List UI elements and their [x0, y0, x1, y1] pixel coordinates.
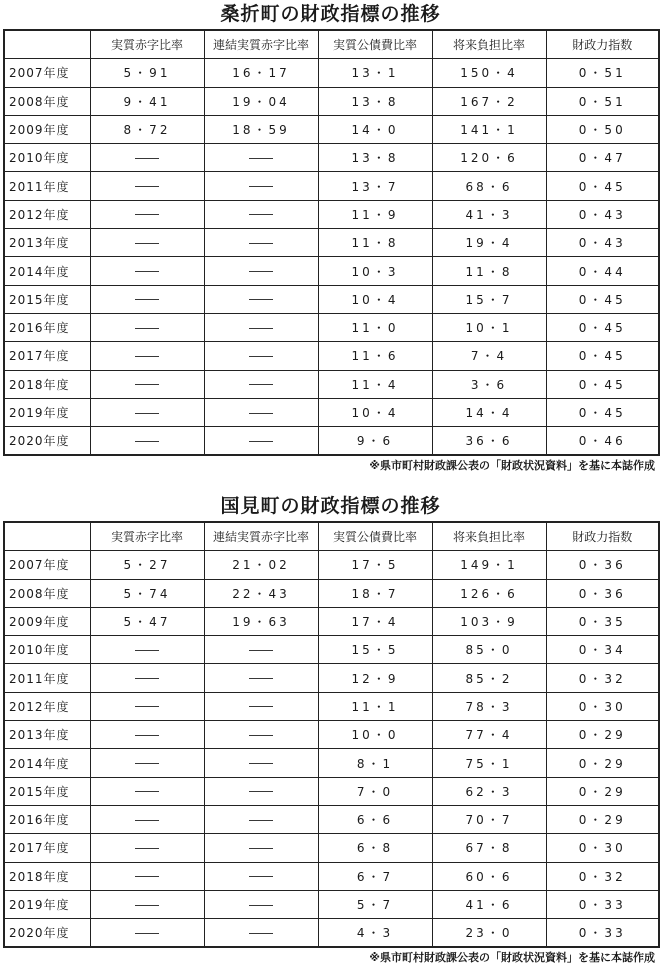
no-value-cell: ―― [204, 890, 318, 918]
year-cell: 2017年度 [4, 342, 90, 370]
header-blank [4, 522, 90, 551]
table-row [4, 172, 659, 200]
value-cell: 0・43 [546, 229, 659, 257]
value-cell: 0・44 [546, 257, 659, 285]
kunimi-section [0, 492, 661, 968]
year-cell: 2015年度 [4, 285, 90, 313]
value-cell: 0・45 [546, 342, 659, 370]
value-cell: 11・0 [318, 313, 432, 341]
value-cell: 19・04 [204, 87, 318, 115]
value-cell: 0・47 [546, 144, 659, 172]
year-cell: 2008年度 [4, 87, 90, 115]
table-row [4, 87, 659, 115]
no-value-cell: ―― [90, 370, 204, 398]
value-cell: 0・29 [546, 721, 659, 749]
value-cell: 10・3 [318, 257, 432, 285]
table-row [4, 398, 659, 426]
no-value-cell: ―― [90, 692, 204, 720]
table-title: 桑折町の財政指標の推移 [220, 3, 441, 25]
value-cell: 3・6 [432, 370, 546, 398]
value-cell: 0・36 [546, 579, 659, 607]
value-cell: 17・5 [318, 551, 432, 579]
value-cell: 0・35 [546, 607, 659, 635]
year-cell: 2011年度 [4, 172, 90, 200]
year-cell: 2016年度 [4, 805, 90, 833]
value-cell: 0・32 [546, 862, 659, 890]
no-value-cell: ―― [204, 342, 318, 370]
value-cell: 13・8 [318, 87, 432, 115]
value-cell: 0・30 [546, 692, 659, 720]
value-cell: 0・45 [546, 285, 659, 313]
no-value-cell: ―― [90, 777, 204, 805]
no-value-cell: ―― [90, 342, 204, 370]
year-cell: 2010年度 [4, 636, 90, 664]
value-cell: 23・0 [432, 919, 546, 948]
no-value-cell: ―― [90, 749, 204, 777]
no-value-cell: ―― [90, 200, 204, 228]
table-row [4, 285, 659, 313]
year-cell: 2016年度 [4, 313, 90, 341]
year-cell: 2019年度 [4, 398, 90, 426]
column-header: 連結実質赤字比率 [204, 30, 318, 59]
no-value-cell: ―― [90, 890, 204, 918]
value-cell: 19・63 [204, 607, 318, 635]
header-row [4, 30, 659, 59]
year-cell: 2012年度 [4, 692, 90, 720]
year-cell: 2010年度 [4, 144, 90, 172]
value-cell: 6・6 [318, 805, 432, 833]
value-cell: 0・45 [546, 398, 659, 426]
value-cell: 5・27 [90, 551, 204, 579]
no-value-cell: ―― [204, 398, 318, 426]
table-row [4, 313, 659, 341]
value-cell: 0・33 [546, 919, 659, 948]
value-cell: 8・72 [90, 115, 204, 143]
no-value-cell: ―― [90, 398, 204, 426]
no-value-cell: ―― [204, 805, 318, 833]
column-header: 連結実質赤字比率 [204, 522, 318, 551]
table-row [4, 607, 659, 635]
source-note: ※県市町村財政課公表の「財政状況資料」を基に本誌作成 [369, 951, 655, 965]
value-cell: 5・74 [90, 579, 204, 607]
value-cell: 14・4 [432, 398, 546, 426]
year-cell: 2008年度 [4, 579, 90, 607]
value-cell: 21・02 [204, 551, 318, 579]
value-cell: 11・4 [318, 370, 432, 398]
table-row [4, 200, 659, 228]
no-value-cell: ―― [204, 144, 318, 172]
table-row [4, 257, 659, 285]
value-cell: 150・4 [432, 59, 546, 87]
no-value-cell: ―― [90, 919, 204, 948]
value-cell: 11・6 [318, 342, 432, 370]
value-cell: 67・8 [432, 834, 546, 862]
no-value-cell: ―― [90, 636, 204, 664]
value-cell: 85・0 [432, 636, 546, 664]
table-title: 国見町の財政指標の推移 [220, 495, 441, 517]
value-cell: 68・6 [432, 172, 546, 200]
year-cell: 2015年度 [4, 777, 90, 805]
value-cell: 9・6 [318, 427, 432, 456]
no-value-cell: ―― [204, 370, 318, 398]
year-cell: 2018年度 [4, 370, 90, 398]
column-header: 実質公債費比率 [318, 522, 432, 551]
column-header: 財政力指数 [546, 522, 659, 551]
year-cell: 2009年度 [4, 607, 90, 635]
value-cell: 0・51 [546, 59, 659, 87]
value-cell: 0・50 [546, 115, 659, 143]
column-header: 将来負担比率 [432, 522, 546, 551]
value-cell: 0・34 [546, 636, 659, 664]
value-cell: 0・33 [546, 890, 659, 918]
value-cell: 120・6 [432, 144, 546, 172]
value-cell: 15・5 [318, 636, 432, 664]
table-row [4, 579, 659, 607]
year-cell: 2011年度 [4, 664, 90, 692]
table-row [4, 692, 659, 720]
value-cell: 5・7 [318, 890, 432, 918]
value-cell: 0・29 [546, 805, 659, 833]
value-cell: 11・8 [318, 229, 432, 257]
value-cell: 70・7 [432, 805, 546, 833]
value-cell: 0・30 [546, 834, 659, 862]
header-row [4, 522, 659, 551]
no-value-cell: ―― [204, 200, 318, 228]
table-row [4, 115, 659, 143]
value-cell: 126・6 [432, 579, 546, 607]
table-row [4, 342, 659, 370]
table-row [4, 551, 659, 579]
year-cell: 2014年度 [4, 257, 90, 285]
table-row [4, 229, 659, 257]
column-header: 実質赤字比率 [90, 522, 204, 551]
value-cell: 0・32 [546, 664, 659, 692]
value-cell: 15・7 [432, 285, 546, 313]
table-row [4, 59, 659, 87]
value-cell: 0・36 [546, 551, 659, 579]
column-header: 実質公債費比率 [318, 30, 432, 59]
value-cell: 7・4 [432, 342, 546, 370]
value-cell: 77・4 [432, 721, 546, 749]
value-cell: 0・45 [546, 172, 659, 200]
value-cell: 22・43 [204, 579, 318, 607]
no-value-cell: ―― [204, 919, 318, 948]
no-value-cell: ―― [90, 862, 204, 890]
value-cell: 9・41 [90, 87, 204, 115]
value-cell: 0・43 [546, 200, 659, 228]
year-cell: 2020年度 [4, 427, 90, 456]
no-value-cell: ―― [90, 229, 204, 257]
no-value-cell: ―― [204, 777, 318, 805]
year-cell: 2009年度 [4, 115, 90, 143]
value-cell: 17・4 [318, 607, 432, 635]
no-value-cell: ―― [204, 313, 318, 341]
column-header: 財政力指数 [546, 30, 659, 59]
value-cell: 19・4 [432, 229, 546, 257]
value-cell: 13・1 [318, 59, 432, 87]
value-cell: 6・8 [318, 834, 432, 862]
value-cell: 149・1 [432, 551, 546, 579]
year-cell: 2018年度 [4, 862, 90, 890]
no-value-cell: ―― [204, 749, 318, 777]
value-cell: 10・0 [318, 721, 432, 749]
table-row [4, 721, 659, 749]
no-value-cell: ―― [204, 664, 318, 692]
value-cell: 60・6 [432, 862, 546, 890]
value-cell: 10・1 [432, 313, 546, 341]
value-cell: 11・9 [318, 200, 432, 228]
table-row [4, 862, 659, 890]
value-cell: 13・8 [318, 144, 432, 172]
value-cell: 103・9 [432, 607, 546, 635]
no-value-cell: ―― [204, 172, 318, 200]
year-cell: 2013年度 [4, 229, 90, 257]
value-cell: 10・4 [318, 398, 432, 426]
year-cell: 2007年度 [4, 59, 90, 87]
no-value-cell: ―― [90, 721, 204, 749]
value-cell: 11・1 [318, 692, 432, 720]
table-row [4, 919, 659, 948]
value-cell: 85・2 [432, 664, 546, 692]
table-row [4, 144, 659, 172]
value-cell: 0・29 [546, 777, 659, 805]
value-cell: 75・1 [432, 749, 546, 777]
value-cell: 0・29 [546, 749, 659, 777]
value-cell: 0・45 [546, 313, 659, 341]
koori-section [0, 0, 661, 476]
year-cell: 2020年度 [4, 919, 90, 948]
table-row [4, 805, 659, 833]
year-cell: 2014年度 [4, 749, 90, 777]
kunimi-indicator-table [3, 521, 660, 948]
value-cell: 4・3 [318, 919, 432, 948]
no-value-cell: ―― [204, 636, 318, 664]
value-cell: 5・91 [90, 59, 204, 87]
no-value-cell: ―― [90, 805, 204, 833]
table-row [4, 834, 659, 862]
table-row [4, 777, 659, 805]
table-row [4, 370, 659, 398]
value-cell: 0・45 [546, 370, 659, 398]
value-cell: 0・51 [546, 87, 659, 115]
value-cell: 12・9 [318, 664, 432, 692]
year-cell: 2012年度 [4, 200, 90, 228]
column-header: 将来負担比率 [432, 30, 546, 59]
value-cell: 18・59 [204, 115, 318, 143]
column-header: 実質赤字比率 [90, 30, 204, 59]
year-cell: 2013年度 [4, 721, 90, 749]
source-note: ※県市町村財政課公表の「財政状況資料」を基に本誌作成 [369, 459, 655, 473]
value-cell: 8・1 [318, 749, 432, 777]
value-cell: 6・7 [318, 862, 432, 890]
table-row [4, 749, 659, 777]
value-cell: 5・47 [90, 607, 204, 635]
table-row [4, 890, 659, 918]
no-value-cell: ―― [90, 834, 204, 862]
value-cell: 167・2 [432, 87, 546, 115]
value-cell: 18・7 [318, 579, 432, 607]
no-value-cell: ―― [204, 285, 318, 313]
no-value-cell: ―― [90, 172, 204, 200]
year-cell: 2019年度 [4, 890, 90, 918]
value-cell: 13・7 [318, 172, 432, 200]
value-cell: 0・46 [546, 427, 659, 456]
no-value-cell: ―― [90, 664, 204, 692]
no-value-cell: ―― [204, 229, 318, 257]
no-value-cell: ―― [204, 692, 318, 720]
no-value-cell: ―― [204, 721, 318, 749]
no-value-cell: ―― [90, 257, 204, 285]
value-cell: 62・3 [432, 777, 546, 805]
table-row [4, 427, 659, 456]
no-value-cell: ―― [204, 257, 318, 285]
no-value-cell: ―― [90, 427, 204, 456]
value-cell: 41・3 [432, 200, 546, 228]
value-cell: 78・3 [432, 692, 546, 720]
value-cell: 14・0 [318, 115, 432, 143]
year-cell: 2017年度 [4, 834, 90, 862]
value-cell: 10・4 [318, 285, 432, 313]
year-cell: 2007年度 [4, 551, 90, 579]
no-value-cell: ―― [90, 144, 204, 172]
no-value-cell: ―― [90, 285, 204, 313]
value-cell: 7・0 [318, 777, 432, 805]
koori-indicator-table [3, 29, 660, 456]
value-cell: 36・6 [432, 427, 546, 456]
header-blank [4, 30, 90, 59]
value-cell: 41・6 [432, 890, 546, 918]
value-cell: 141・1 [432, 115, 546, 143]
value-cell: 16・17 [204, 59, 318, 87]
value-cell: 11・8 [432, 257, 546, 285]
no-value-cell: ―― [204, 834, 318, 862]
no-value-cell: ―― [204, 427, 318, 456]
table-row [4, 664, 659, 692]
no-value-cell: ―― [204, 862, 318, 890]
table-row [4, 636, 659, 664]
no-value-cell: ―― [90, 313, 204, 341]
